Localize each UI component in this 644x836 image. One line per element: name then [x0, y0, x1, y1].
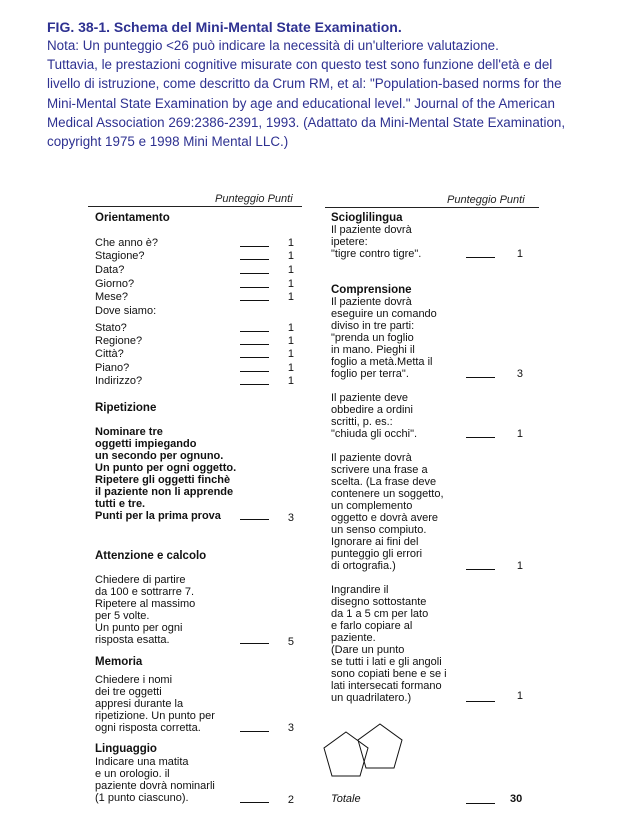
points-value: 1 — [516, 248, 523, 260]
left-column-header: Punteggio Punti — [215, 193, 293, 205]
comprensione-text-line: foglio a metà.Metta il — [331, 356, 433, 368]
points-value: 1 — [287, 250, 294, 262]
section-title-linguaggio: Linguaggio — [95, 743, 157, 755]
total-value: 30 — [510, 793, 523, 805]
figure-header — [47, 18, 637, 151]
disegno-text-line: se tutti i lati e gli angoli — [331, 656, 442, 668]
figure-caption-line-1: Tuttavia, le prestazioni cognitive misurate con questo test sono funzione dell'età e del — [47, 57, 553, 72]
score-blank[interactable] — [240, 384, 269, 385]
section-title-scioglilingua: Scioglilingua — [331, 212, 403, 224]
section-title-orientamento: Orientamento — [95, 212, 170, 224]
points-value: 3 — [287, 722, 294, 734]
linguaggio-text-line: paziente dovrà nominarli — [95, 780, 215, 792]
linguaggio-text-line: e un orologio. il — [95, 768, 170, 780]
comprensione-text-line: foglio per terra". — [331, 368, 409, 380]
figure-caption-line-5: copyright 1975 e 1998 Mini Mental LLC.) — [47, 134, 289, 150]
memoria-text-line: dei tre oggetti — [95, 686, 162, 698]
memoria-text-line: appresi durante la — [95, 698, 184, 710]
scioglilingua-text-line: Il paziente dovrà — [331, 224, 412, 236]
figure-caption-line-3: Mini-Mental State Examination by age and educational level." Journal of the American — [47, 95, 555, 111]
score-blank[interactable] — [240, 259, 269, 260]
points-value: 1 — [287, 264, 294, 276]
frase-text-line: Ignorare ai fini del — [331, 536, 419, 548]
ordini-text-line: scritti, p. es.: — [331, 416, 393, 428]
right-header-rule — [325, 207, 539, 208]
left-header-rule — [88, 206, 302, 207]
score-blank[interactable] — [466, 569, 495, 570]
points-value: 3 — [287, 512, 294, 524]
comprensione-text-line: in mano. Pieghi il — [331, 344, 415, 356]
score-blank[interactable] — [240, 300, 269, 301]
points-value: 1 — [287, 278, 294, 290]
score-blank[interactable] — [240, 273, 269, 274]
question-piano: Piano? — [95, 362, 130, 374]
frase-text-line: oggetto e dovrà avere — [331, 512, 439, 524]
score-blank[interactable] — [240, 643, 269, 644]
score-blank[interactable] — [240, 802, 269, 803]
points-value: 3 — [516, 368, 523, 380]
attenzione-text-line: Un punto per ogni — [95, 622, 183, 634]
disegno-text-line: paziente. — [331, 632, 376, 644]
points-value: 5 — [287, 636, 294, 648]
points-value: 1 — [287, 348, 294, 360]
disegno-text-line: Ingrandire il — [331, 584, 389, 596]
total-label: Totale — [331, 793, 361, 805]
question-stato: Stato? — [95, 322, 127, 334]
frase-text-line: punteggio gli errori — [331, 548, 423, 560]
question-indirizzo: Indirizzo? — [95, 375, 143, 387]
disegno-text-line: sono copiati bene e se i — [331, 668, 447, 680]
attenzione-text-line: risposta esatta. — [95, 634, 170, 646]
score-blank[interactable] — [466, 437, 495, 438]
ripetizione-text-line: Un punto per ogni oggetto. — [95, 462, 237, 474]
points-value: 1 — [516, 690, 523, 702]
section-title-ripetizione: Ripetizione — [95, 402, 157, 414]
frase-text-line: scelta. (La frase deve — [331, 476, 437, 488]
frase-text-line: Il paziente dovrà — [331, 452, 412, 464]
score-blank[interactable] — [240, 519, 269, 520]
score-blank[interactable] — [240, 287, 269, 288]
points-value: 1 — [516, 428, 523, 440]
score-blank[interactable] — [240, 371, 269, 372]
section-title-memoria: Memoria — [95, 656, 143, 668]
score-blank[interactable] — [240, 357, 269, 358]
attenzione-text-line: Chiedere di partire — [95, 574, 186, 586]
memoria-text-line: Chiedere i nomi — [95, 674, 173, 686]
figure-caption-line-2: livello di istruzione, come descritto da Crum RM, et al: "Population-based norms for the — [47, 76, 562, 92]
question-mese: Mese? — [95, 291, 129, 303]
points-value: 1 — [287, 237, 294, 249]
disegno-text-line: (Dare un punto — [331, 644, 405, 656]
ordini-text-line: "chiuda gli occhi". — [331, 428, 418, 440]
figure-title: FIG. 38-1. Schema del Mini-Mental State Examination. — [47, 19, 402, 35]
right-column-header: Punteggio Punti — [447, 194, 525, 206]
memoria-text-line: ripetizione. Un punto per — [95, 710, 215, 722]
ordini-text-line: obbedire a ordini — [331, 404, 413, 416]
scioglilingua-text-line: "tigre contro tigre". — [331, 248, 422, 260]
points-value: 2 — [287, 794, 294, 806]
ripetizione-text-line: il paziente non li apprende — [95, 486, 234, 498]
ripetizione-text-line: un secondo per ognuno. — [95, 450, 224, 462]
score-blank[interactable] — [466, 701, 495, 702]
section-title-attenzione: Attenzione e calcolo — [95, 550, 207, 562]
section-title-comprensione: Comprensione — [331, 284, 412, 296]
points-value: 1 — [287, 362, 294, 374]
question-stagione: Stagione? — [95, 250, 145, 262]
disegno-text-line: disegno sottostante — [331, 596, 427, 608]
disegno-text-line: e farlo copiare al — [331, 620, 413, 632]
question-dove-siamo: Dove siamo: — [95, 305, 157, 317]
ripetizione-text-line: tutti e tre. — [95, 498, 146, 510]
points-value: 1 — [287, 291, 294, 303]
intersecting-pentagons-figure — [318, 718, 408, 798]
score-blank[interactable] — [240, 731, 269, 732]
points-value: 1 — [287, 335, 294, 347]
frase-text-line: scrivere una frase a — [331, 464, 428, 476]
score-blank[interactable] — [466, 377, 495, 378]
memoria-text-line: ogni risposta corretta. — [95, 722, 201, 734]
frase-text-line: di ortografia.) — [331, 560, 396, 572]
score-blank[interactable] — [466, 257, 495, 258]
question-giorno: Giorno? — [95, 278, 135, 290]
disegno-text-line: un quadrilatero.) — [331, 692, 412, 704]
question-regione: Regione? — [95, 335, 143, 347]
figure-note: Nota: Un punteggio <26 può indicare la necessità di un'ulteriore valutazione. — [47, 38, 499, 53]
frase-text-line: contenere un soggetto, — [331, 488, 444, 500]
comprensione-text-line: eseguire un comando — [331, 308, 437, 320]
frase-text-line: un complemento — [331, 500, 413, 512]
points-value: 1 — [287, 375, 294, 387]
linguaggio-text-line: Indicare una matita — [95, 756, 189, 768]
comprensione-text-line: "prenda un foglio — [331, 332, 414, 344]
disegno-text-line: da 1 a 5 cm per lato — [331, 608, 429, 620]
comprensione-text-line: diviso in tre parti: — [331, 320, 415, 332]
linguaggio-text-line: (1 punto ciascuno). — [95, 792, 189, 804]
score-blank[interactable] — [240, 331, 269, 332]
attenzione-text-line: Ripetere al massimo — [95, 598, 196, 610]
ordini-text-line: Il paziente deve — [331, 392, 409, 404]
ripetizione-text-line: oggetti impiegando — [95, 438, 197, 450]
disegno-text-line: lati intersecati formano — [331, 680, 442, 692]
question-anno: Che anno è? — [95, 237, 158, 249]
ripetizione-text-line: Ripetere gli oggetti finchè — [95, 474, 231, 486]
points-value: 1 — [287, 322, 294, 334]
ripetizione-text-line: Nominare tre — [95, 426, 163, 438]
question-citta: Città? — [95, 348, 124, 360]
attenzione-text-line: da 100 e sottrarre 7. — [95, 586, 195, 598]
total-blank[interactable] — [466, 803, 495, 804]
question-data: Data? — [95, 264, 125, 276]
pentagon-left — [324, 732, 368, 776]
figure-caption-line-4: Medical Association 269:2386-2391, 1993. (Adattato da Mini-Mental State Examination, — [47, 114, 566, 130]
comprensione-text-line: Il paziente dovrà — [331, 296, 412, 308]
frase-text-line: un senso compiuto. — [331, 524, 427, 536]
points-value: 1 — [516, 560, 523, 572]
score-blank[interactable] — [240, 246, 269, 247]
score-blank[interactable] — [240, 344, 269, 345]
ripetizione-text-line: Punti per la prima prova — [95, 510, 221, 522]
scioglilingua-text-line: ipetere: — [331, 236, 368, 248]
attenzione-text-line: per 5 volte. — [95, 610, 150, 622]
